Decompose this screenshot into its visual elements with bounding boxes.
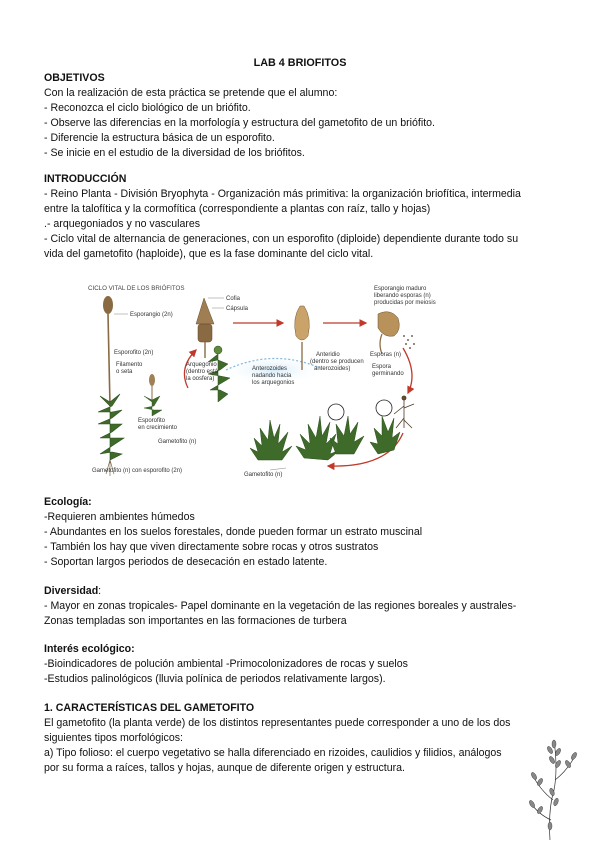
life-cycle-figure: [78, 278, 450, 484]
diversidad-line: - Mayor en zonas tropicales- Papel dominante en la vegetación de las regiones boreales y australes-: [44, 600, 517, 612]
caracteristicas-line: El gametofito (la planta verde) de los distintos representantes puede corresponder a uno de los dos: [44, 717, 511, 729]
caracteristicas-line: a) Tipo folioso: el cuerpo vegetativo se halla diferenciado en rizoides, caulidios y filidios, análogos: [44, 747, 502, 759]
label-anterozoides-3: los arquegonios: [252, 380, 295, 386]
label-gametofito: Gametofito (n): [158, 439, 197, 445]
label-esporas: Esporas (n): [370, 352, 402, 358]
label-filamento-1: Filamento: [116, 362, 143, 368]
diversidad-heading-line: [44, 584, 101, 599]
label-arquegonio-2: (dentro está: [186, 369, 219, 375]
introduccion-heading: INTRODUCCIÓN: [44, 173, 127, 185]
ecologia-item: - Soportan largos periodos de desecación en estado latente.: [44, 556, 328, 568]
label-gametofito-esporofito: Gametofito (n) con esporofito (2n): [92, 468, 183, 474]
label-filamento-2: o seta: [116, 369, 133, 375]
introduccion-line: - Reino Planta - División Bryophyta - Organización más primitiva: la organización briofítica, intermedia: [44, 188, 521, 200]
caracteristicas-line: siguientes tipos morfológicos:: [44, 732, 183, 744]
objetivos-item: - Reconozca el ciclo biológico de un briófito.: [44, 102, 251, 114]
objetivos-item: - Se inicie en el estudio de la diversidad de los briófitos.: [44, 147, 305, 159]
label-esporangio-maduro-1: Esporangio maduro: [374, 286, 427, 292]
caracteristicas-heading: 1. CARACTERÍSTICAS DEL GAMETOFITO: [44, 702, 255, 714]
interes-heading: Interés ecológico:: [44, 643, 135, 655]
label-espora-germinando-2: germinando: [372, 371, 404, 377]
objetivos-intro: Con la realización de esta práctica se pretende que el alumno:: [44, 87, 338, 99]
label-esporofito-crecimiento-2: en crecimiento: [138, 425, 178, 431]
label-cofia: Cofia: [226, 296, 241, 302]
label-arquegonio-1: Arquegonio: [186, 362, 217, 368]
ecologia-item: - También los hay que viven directamente sobre rocas y otros sustratos: [44, 541, 379, 553]
ecologia-heading: Ecología:: [44, 496, 92, 508]
label-esporofito-crecimiento-1: Esporofito: [138, 418, 166, 424]
label-arquegonio-3: la oosfera): [186, 376, 215, 382]
figure-title: CICLO VITAL DE LOS BRIÓFITOS: [88, 285, 185, 292]
objetivos-item: - Diferencie la estructura básica de un esporofito.: [44, 132, 275, 144]
label-esporangio: Esporangio (2n): [130, 312, 173, 318]
ecologia-item: - Abundantes en los suelos forestales, donde pueden formar un estrato muscinal: [44, 526, 423, 538]
label-anterozoides-1: Anterozoides: [252, 366, 288, 372]
label-espora-germinando-1: Espora: [372, 364, 392, 370]
label-capsula: Cápsula: [226, 306, 249, 312]
label-esporofito: Esporofito (2n): [114, 350, 154, 356]
introduccion-line: .- arquegoniados y no vasculares: [44, 218, 201, 230]
label-esporangio-maduro-2: liberando esporas (n): [374, 293, 431, 299]
ecologia-item: -Requieren ambientes húmedos: [44, 511, 195, 523]
caracteristicas-line: por su forma a raíces, tallos y hojas, aunque de diferente origen y estructura.: [44, 762, 405, 774]
label-anteridio-3: anterozoides): [314, 366, 351, 372]
introduccion-line: - Ciclo vital de alternancia de generaciones, con un esporofito (diploide) dependiente durante todo su: [44, 233, 519, 245]
interes-line: -Bioindicadores de polución ambiental -Primocolonizadores de rocas y suelos: [44, 658, 408, 670]
objetivos-heading: OBJETIVOS: [44, 72, 105, 84]
label-anteridio-2: (dentro se producen: [310, 359, 364, 365]
label-anterozoides-2: nadando hacia: [252, 373, 292, 379]
introduccion-line: entre la talofítica y la cormofítica (correspondiente a plantas con raíz, tallo y hojas): [44, 203, 431, 215]
label-esporangio-maduro-3: producidas por meiosis: [374, 300, 436, 306]
page-title: LAB 4 BRIOFITOS: [253, 57, 347, 69]
diversidad-colon: :: [98, 585, 102, 597]
label-anteridio-1: Anteridio: [316, 352, 340, 358]
diversidad-line: Zonas templadas son importantes en las formaciones de turbera: [44, 615, 347, 627]
foliose-moss-illustration: [520, 730, 586, 842]
objetivos-item: - Observe las diferencias en la morfología y estructura del gametofito de un briófito.: [44, 117, 435, 129]
interes-line: -Estudios palinológicos (lluvia polínica de periodos relativamente largos).: [44, 673, 386, 685]
label-gametofito-bottom: Gametofito (n): [244, 472, 283, 478]
introduccion-line: vida del gametofito (haploide), que es la fase dominante del ciclo vital.: [44, 248, 374, 260]
diversidad-heading: Diversidad: [44, 585, 99, 597]
moss-leaves: [528, 740, 577, 830]
